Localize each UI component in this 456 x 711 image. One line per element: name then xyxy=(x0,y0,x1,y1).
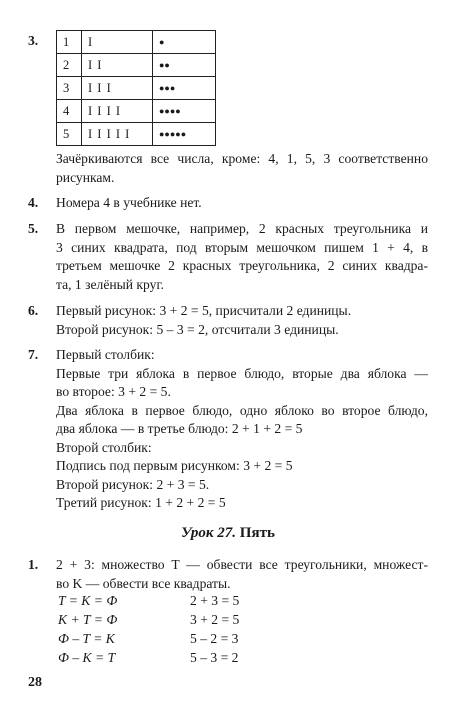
item-6-line-2: Второй рисунок: 5 – 3 = 2, отсчитали 3 единицы. xyxy=(56,321,339,337)
item-1-number: 1. xyxy=(28,557,39,572)
item-7-line-5: два яблока — в третье блюдо: 2 + 1 + 2 = 5 xyxy=(56,421,303,436)
item-1-text xyxy=(56,556,428,593)
table-cell-strokes: I xyxy=(82,31,153,54)
equation-left: Ф – K = T xyxy=(58,650,116,665)
item-6-text xyxy=(56,302,428,339)
item-7-number: 7. xyxy=(28,347,39,362)
item-6-line-1: Первый рисунок: 3 + 2 = 5, присчитали 2 единицы. xyxy=(56,303,352,318)
equation-right: 5 – 3 = 2 xyxy=(190,650,239,665)
strokes-dots-table xyxy=(56,30,216,146)
item-7-line-3: во второе: 3 + 2 = 5. xyxy=(56,384,171,399)
equation-left: Ф – T = K xyxy=(58,631,115,646)
table-cell-number: 5 xyxy=(57,123,82,146)
item-7-line-1: Первый столбик: xyxy=(56,347,155,362)
item-3-text xyxy=(56,150,428,187)
table-cell-number: 3 xyxy=(57,77,82,100)
table-cell-number: 2 xyxy=(57,54,82,77)
item-7-line-8: Второй рисунок: 2 + 3 = 5. xyxy=(56,476,210,492)
item-3-number: 3. xyxy=(28,33,39,48)
item-7-line-9: Третий рисунок: 1 + 2 + 2 = 5 xyxy=(56,495,226,510)
item-5-text xyxy=(56,220,428,294)
lesson-heading xyxy=(0,524,456,543)
table-cell-number: 1 xyxy=(57,31,82,54)
item-7-text xyxy=(56,346,428,513)
table-row xyxy=(57,100,216,123)
page-number: 28 xyxy=(28,675,42,690)
item-5-line-2: 3 синих квадрата, под вторым мешочком пишем 1 + 4, в xyxy=(56,239,428,255)
equation-left: T = K = Ф xyxy=(58,593,118,608)
table-cell-strokes: I I I I I xyxy=(82,123,153,146)
item-4-text xyxy=(56,194,428,213)
item-7-line-4: Два яблока в первое блюдо, одно яблоко во второе блюдо, xyxy=(56,402,428,418)
table-row xyxy=(57,54,216,77)
table-cell-dots: ● xyxy=(153,31,216,54)
lesson-title: Пять xyxy=(239,525,275,541)
table-cell-dots: ●● xyxy=(153,54,216,77)
equation-right: 5 – 2 = 3 xyxy=(190,631,239,646)
item-7-line-2: Первые три яблока в первое блюдо, вторые два яблока — xyxy=(56,365,428,381)
table-cell-dots: ●●● xyxy=(153,77,216,100)
table-cell-strokes: I I I xyxy=(82,77,153,100)
item-6-number: 6. xyxy=(28,303,39,318)
table-row xyxy=(57,123,216,146)
table-cell-strokes: I I I I xyxy=(82,100,153,123)
equation-left: K + T = Ф xyxy=(58,612,118,627)
table-cell-number: 4 xyxy=(57,100,82,123)
table-row xyxy=(57,31,216,54)
equation-right: 3 + 2 = 5 xyxy=(190,612,240,627)
item-5-line-4: та, 1 зелёный круг. xyxy=(56,276,164,292)
item-1-line-1: 2 + 3: множество T — обвести все треугольники, множест- xyxy=(56,557,428,572)
table-cell-dots: ●●●●● xyxy=(153,123,216,146)
table-row xyxy=(57,77,216,100)
item-4-number: 4. xyxy=(28,195,39,210)
item-5-line-3: третьем мешочке 2 красных треугольника, 2 синих квадра- xyxy=(56,258,428,273)
item-5-line-1: В первом мешочке, например, 2 красных треугольника и xyxy=(56,221,428,236)
item-3-line-1: Зачёркиваются все числа, кроме: 4, 1, 5, 3 соответственно xyxy=(56,151,428,166)
item-5-number: 5. xyxy=(28,221,39,236)
item-7-line-7: Подпись под первым рисунком: 3 + 2 = 5 xyxy=(56,458,293,473)
table-cell-strokes: I I xyxy=(82,54,153,77)
item-4-line: Номера 4 в учебнике нет. xyxy=(56,195,202,210)
item-3-line-2: рисункам. xyxy=(56,169,115,185)
equation-right: 2 + 3 = 5 xyxy=(190,593,240,608)
item-1-line-2: во K — обвести все квадраты. xyxy=(56,575,231,591)
lesson-number: Урок 27. xyxy=(181,525,237,541)
item-7-line-6: Второй столбик: xyxy=(56,439,152,455)
table-cell-dots: ●●●● xyxy=(153,100,216,123)
